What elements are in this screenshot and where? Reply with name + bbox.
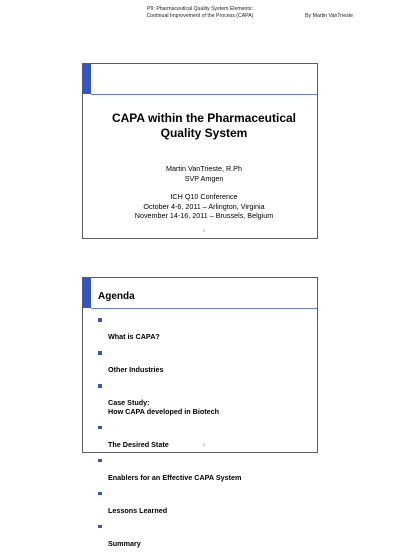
- header-line-2: Continual Improvement of the Process (CAPA): [146, 13, 254, 19]
- slide-title: [82, 63, 318, 239]
- slide-title-text: [91, 111, 317, 141]
- agenda-item: [98, 316, 241, 342]
- bullet-icon: [98, 351, 102, 355]
- header-line-1: P9: Pharmaceutical Quality System Elements:: [147, 6, 253, 12]
- title-line-2: Quality System: [160, 126, 248, 140]
- conference-name: ICH Q10 Conference: [170, 192, 238, 201]
- agenda-item: [98, 456, 241, 482]
- bullet-icon: [98, 384, 102, 388]
- conference-block: [91, 192, 317, 221]
- conference-date-2: November 14-16, 2011 – Brussels, Belgium: [134, 211, 274, 220]
- author-role: SVP Amgen: [184, 173, 224, 183]
- bullet-icon: [98, 459, 102, 463]
- agenda-title: Agenda: [98, 291, 135, 302]
- agenda-item-text: Lessons Learned: [108, 505, 168, 515]
- header-center: [100, 6, 300, 20]
- slide-accent-bar: [83, 64, 91, 94]
- title-line-1: CAPA within the Pharmaceutical: [111, 111, 297, 125]
- slide-rule: [91, 308, 317, 309]
- agenda-item-text: Other Industries: [108, 365, 164, 375]
- agenda-list: [98, 316, 241, 555]
- bullet-icon: [98, 492, 102, 496]
- slide-number: 1: [203, 443, 205, 447]
- agenda-item-text: The Desired State: [108, 439, 169, 449]
- agenda-item-text: Case Study: How CAPA developed in Biotech: [108, 398, 220, 416]
- agenda-item: [98, 382, 241, 416]
- page-header: [0, 6, 400, 28]
- slide-agenda: [82, 277, 318, 548]
- slide-number: 1: [203, 229, 205, 233]
- slide-accent-bar: [83, 278, 91, 308]
- bullet-icon: [98, 525, 102, 529]
- agenda-item-text: Summary: [108, 538, 141, 548]
- author-name: Martin VanTrieste, R.Ph: [166, 164, 242, 173]
- author-block: [91, 164, 317, 183]
- agenda-item: [98, 522, 241, 548]
- agenda-item-text: What is CAPA?: [108, 332, 160, 342]
- header-author: By Martin VanTrieste: [305, 13, 353, 19]
- bullet-icon: [98, 318, 102, 322]
- conference-date-1: October 4-6, 2011 – Arlington, Virginia: [143, 201, 265, 211]
- agenda-item: [98, 349, 241, 375]
- slide-rule: [91, 94, 317, 95]
- agenda-item-text: Enablers for an Effective CAPA System: [108, 472, 242, 482]
- agenda-item: [98, 489, 241, 515]
- bullet-icon: [98, 426, 102, 430]
